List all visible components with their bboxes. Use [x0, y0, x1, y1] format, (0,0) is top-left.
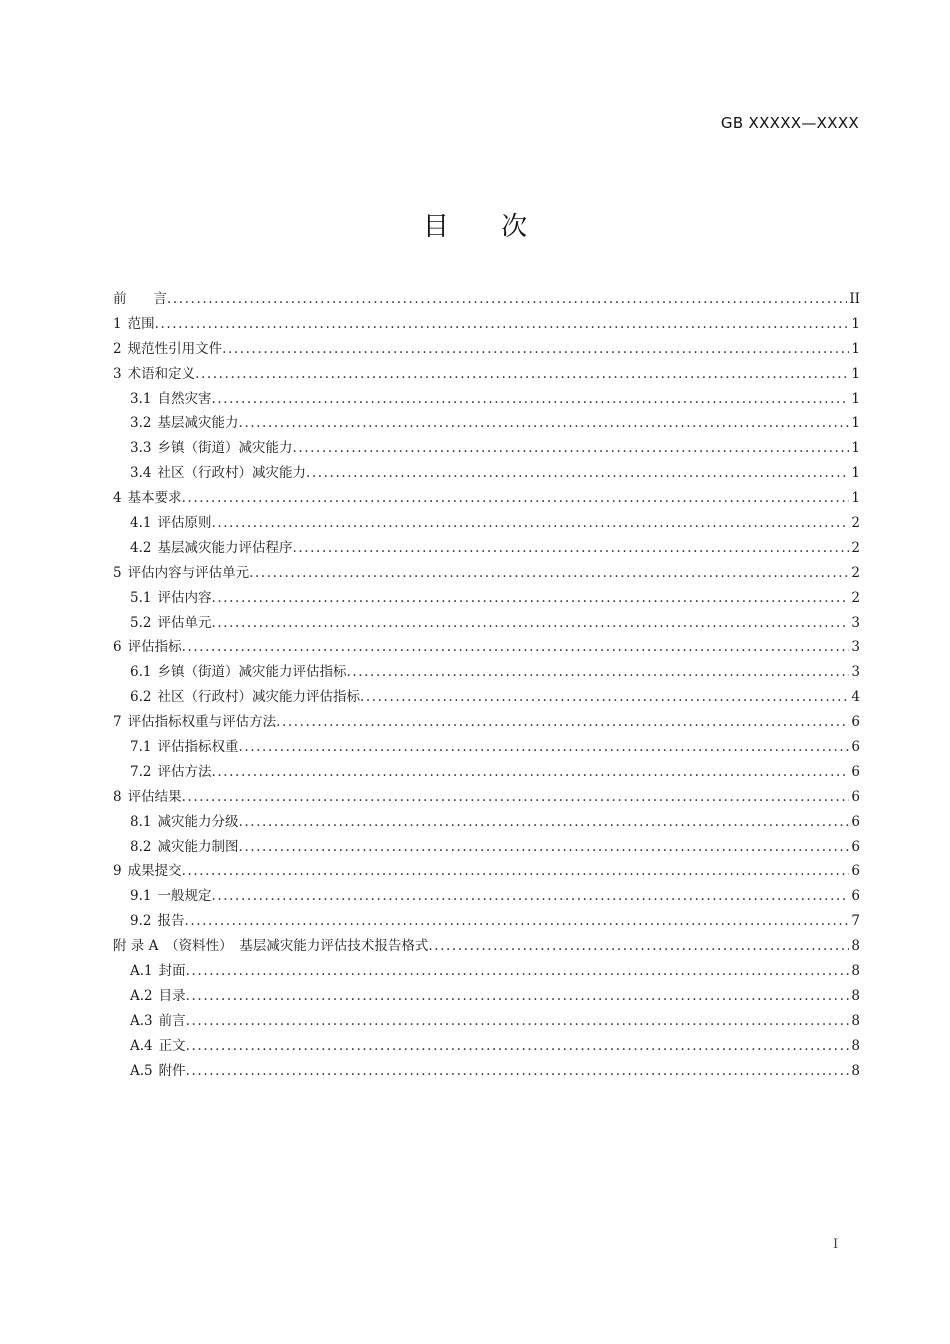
- toc-leader-dots: [186, 1059, 850, 1084]
- toc-leader-dots: [292, 536, 849, 561]
- toc-leader-dots: [222, 337, 849, 362]
- toc-entry-number: 4: [113, 490, 122, 507]
- toc-entry-number: 9: [113, 863, 122, 880]
- toc-entry[interactable]: [113, 486, 860, 511]
- toc-entry-page: 6: [851, 838, 860, 855]
- toc-entry-label: 报告: [157, 913, 185, 930]
- toc-entry[interactable]: [113, 461, 860, 486]
- toc-entry-number: A.1: [130, 963, 153, 980]
- toc-entry-page: 2: [851, 564, 860, 581]
- toc-entry-page: 1: [851, 415, 860, 432]
- document-code: GB XXXXX—XXXX: [720, 114, 859, 132]
- toc-entry-page: 1: [851, 340, 860, 357]
- toc-leader-dots: [306, 461, 849, 486]
- toc-entry-number: 9.2: [130, 913, 152, 930]
- toc-leader-dots: [186, 959, 850, 984]
- toc-entry[interactable]: [113, 387, 860, 412]
- toc-entry-text: [130, 835, 238, 860]
- toc-entry-text: [130, 984, 186, 1009]
- toc-entry-label: 评估指标: [127, 639, 182, 656]
- toc-entry-number: 3.4: [130, 465, 152, 482]
- toc-leader-dots: [195, 362, 849, 387]
- toc-leader-dots: [292, 436, 849, 461]
- toc-entry[interactable]: [113, 561, 860, 586]
- toc-entry[interactable]: [113, 760, 860, 785]
- toc-entry-label: 社区（行政村）减灾能力评估指标: [157, 689, 360, 706]
- toc-leader-dots: [182, 635, 850, 660]
- toc-entry[interactable]: [113, 586, 860, 611]
- toc-leader-dots: [211, 611, 849, 636]
- toc-entry-text: [113, 486, 182, 511]
- toc-entry-text: [130, 1059, 186, 1084]
- toc-entry-page: 2: [851, 515, 860, 532]
- toc-entry-label: 评估内容: [157, 589, 212, 606]
- toc-entry-page: 8: [851, 963, 860, 980]
- toc-entry-page: 6: [851, 714, 860, 731]
- toc-entry-page: 1: [851, 315, 860, 332]
- toc-entry-label: 评估指标权重与评估方法: [127, 714, 277, 731]
- toc-entry-text: [113, 635, 182, 660]
- toc-entry-page: 1: [851, 440, 860, 457]
- toc-entry-text: [130, 436, 292, 461]
- toc-entry[interactable]: [113, 884, 860, 909]
- toc-entry-label: 评估单元: [157, 614, 212, 631]
- toc-entry-page: 6: [851, 788, 860, 805]
- toc-entry-number: 3.2: [130, 415, 152, 432]
- toc-leader-dots: [184, 909, 849, 934]
- toc-entry-label: 评估方法: [157, 763, 212, 780]
- toc-entry-text: [113, 859, 182, 884]
- toc-entry-text: [130, 959, 186, 984]
- toc-entry-label: 减灾能力制图: [157, 838, 239, 855]
- toc-entry-text: [113, 934, 428, 959]
- toc-entry-text: [130, 909, 184, 934]
- toc-leader-dots: [182, 785, 850, 810]
- toc-entry-number: 6.2: [130, 689, 152, 706]
- toc-entry[interactable]: [113, 710, 860, 735]
- toc-entry-text: [113, 287, 167, 312]
- toc-entry-number: A.4: [130, 1037, 153, 1054]
- toc-entry[interactable]: [113, 660, 860, 685]
- toc-entry-page: 1: [851, 390, 860, 407]
- toc-entry[interactable]: [113, 635, 860, 660]
- toc-leader-dots: [238, 810, 849, 835]
- toc-entry-label: 评估原则: [157, 515, 212, 532]
- toc-entry[interactable]: [113, 536, 860, 561]
- toc-entry-text: [130, 1009, 186, 1034]
- toc-entry-page: 4: [851, 689, 860, 706]
- toc-entry[interactable]: [113, 362, 860, 387]
- toc-entry[interactable]: [113, 785, 860, 810]
- toc-entry-text: [130, 884, 211, 909]
- toc-entry-text: [130, 735, 238, 760]
- toc-entry[interactable]: [113, 859, 860, 884]
- toc-entry-text: [130, 760, 211, 785]
- toc-entry-text: [130, 810, 238, 835]
- toc-entry-page: 8: [851, 987, 860, 1004]
- toc-entry-number: 3.1: [130, 390, 152, 407]
- toc-leader-dots: [211, 586, 849, 611]
- toc-leader-dots: [182, 859, 850, 884]
- toc-entry-number: 6.1: [130, 664, 152, 681]
- toc-entry-page: 6: [851, 888, 860, 905]
- toc-leader-dots: [167, 287, 847, 312]
- toc-entry-page: II: [849, 291, 860, 307]
- toc-entry-page: 2: [851, 539, 860, 556]
- toc-entry[interactable]: [113, 611, 860, 636]
- toc-entry-text: [130, 1034, 186, 1059]
- toc-entry-text: [130, 586, 211, 611]
- toc-entry-number: 7.2: [130, 763, 152, 780]
- toc-entry-page: 8: [851, 1012, 860, 1029]
- toc-entry-number: 8: [113, 788, 122, 805]
- toc-entry[interactable]: [113, 835, 860, 860]
- toc-entry-label: 自然灾害: [157, 390, 212, 407]
- toc-leader-dots: [276, 710, 849, 735]
- toc-entry-number: 6: [113, 639, 122, 656]
- toc-entry-page: 1: [851, 490, 860, 507]
- toc-entry-page: 7: [851, 913, 860, 930]
- toc-entry-label: 乡镇（街道）减灾能力评估指标: [157, 664, 347, 681]
- toc-entry-number: 5.1: [130, 589, 152, 606]
- table-of-contents: [113, 287, 860, 1084]
- toc-entry-label: 评估结果: [127, 788, 182, 805]
- toc-entry-label: 封面: [158, 963, 186, 980]
- toc-entry-text: [113, 785, 182, 810]
- toc-entry[interactable]: [113, 1009, 860, 1034]
- toc-entry-label: 术语和定义: [127, 365, 196, 382]
- toc-entry-label: 附件: [158, 1062, 186, 1079]
- toc-entry-text: [130, 461, 306, 486]
- toc-entry-page: 1: [851, 365, 860, 382]
- toc-entry-number: 4.1: [130, 515, 152, 532]
- toc-leader-dots: [249, 561, 849, 586]
- toc-entry-page: 8: [851, 1062, 860, 1079]
- toc-entry-page: 3: [851, 639, 860, 656]
- toc-entry-text: [130, 660, 346, 685]
- toc-entry[interactable]: [113, 312, 860, 337]
- toc-entry-page: 6: [851, 813, 860, 830]
- toc-entry[interactable]: [113, 934, 860, 959]
- toc-entry[interactable]: [113, 337, 860, 362]
- toc-entry-page: 3: [851, 614, 860, 631]
- toc-entry[interactable]: [113, 1059, 860, 1084]
- toc-entry-number: 8.1: [130, 813, 152, 830]
- toc-entry-label: 目录: [158, 987, 186, 1004]
- toc-entry[interactable]: [113, 685, 860, 710]
- toc-leader-dots: [155, 312, 850, 337]
- toc-leader-dots: [238, 735, 849, 760]
- toc-leader-dots: [238, 835, 849, 860]
- toc-entry-page: 6: [851, 763, 860, 780]
- toc-leader-dots: [186, 1034, 850, 1059]
- toc-leader-dots: [182, 486, 850, 511]
- toc-entry-number: A.3: [130, 1012, 153, 1029]
- toc-entry-page: 6: [851, 739, 860, 756]
- toc-entry-text: [130, 511, 211, 536]
- toc-leader-dots: [211, 387, 849, 412]
- toc-entry-page: 6: [851, 863, 860, 880]
- toc-leader-dots: [428, 934, 849, 959]
- toc-entry[interactable]: [113, 511, 860, 536]
- page-number: I: [833, 1237, 839, 1252]
- toc-leader-dots: [186, 1009, 850, 1034]
- toc-entry-number: 3.3: [130, 440, 152, 457]
- toc-entry-number: 7: [113, 714, 122, 731]
- toc-entry[interactable]: [113, 810, 860, 835]
- toc-entry-label: 前 言: [113, 291, 167, 307]
- toc-entry-label: 范围: [127, 315, 155, 332]
- toc-entry-label: 乡镇（街道）减灾能力: [157, 440, 293, 457]
- toc-leader-dots: [186, 984, 850, 1009]
- toc-entry-label: 成果提交: [127, 863, 182, 880]
- toc-entry-number: 4.2: [130, 539, 152, 556]
- toc-entry-number: 1: [113, 315, 122, 332]
- toc-entry-text: [130, 536, 292, 561]
- toc-entry[interactable]: [113, 436, 860, 461]
- toc-entry[interactable]: [113, 287, 860, 312]
- toc-entry[interactable]: [113, 909, 860, 934]
- toc-entry-label: 规范性引用文件: [127, 340, 223, 357]
- toc-entry-number: 2: [113, 340, 122, 357]
- toc-entry-label: 基本要求: [127, 490, 182, 507]
- toc-entry-label: 社区（行政村）减灾能力: [157, 465, 306, 482]
- toc-entry-number: A.2: [130, 987, 153, 1004]
- toc-entry-page: 8: [851, 1037, 860, 1054]
- toc-entry[interactable]: [113, 735, 860, 760]
- toc-entry-text: [130, 611, 211, 636]
- toc-entry-label: 一般规定: [157, 888, 212, 905]
- toc-leader-dots: [211, 884, 849, 909]
- toc-entry[interactable]: [113, 959, 860, 984]
- toc-entry-text: [130, 685, 360, 710]
- toc-entry-text: [113, 362, 195, 387]
- toc-entry-number: 5.2: [130, 614, 152, 631]
- toc-entry-page: 8: [851, 938, 860, 955]
- toc-entry-text: [113, 337, 222, 362]
- toc-entry[interactable]: [113, 1034, 860, 1059]
- toc-leader-dots: [211, 760, 849, 785]
- toc-entry-text: [113, 561, 249, 586]
- toc-entry-number: 5: [113, 564, 122, 581]
- toc-entry-label: 基层减灾能力: [157, 415, 239, 432]
- toc-entry-label: 附 录 A （资料性） 基层减灾能力评估技术报告格式: [113, 938, 429, 955]
- toc-entry[interactable]: [113, 984, 860, 1009]
- toc-entry-label: 基层减灾能力评估程序: [157, 539, 293, 556]
- toc-entry[interactable]: [113, 411, 860, 436]
- toc-entry-page: 1: [851, 465, 860, 482]
- toc-leader-dots: [360, 685, 849, 710]
- toc-leader-dots: [238, 411, 849, 436]
- toc-leader-dots: [211, 511, 849, 536]
- toc-entry-number: 9.1: [130, 888, 152, 905]
- toc-entry-number: 3: [113, 365, 122, 382]
- toc-entry-number: 7.1: [130, 739, 152, 756]
- toc-entry-label: 评估内容与评估单元: [127, 564, 250, 581]
- toc-entry-label: 前言: [158, 1012, 186, 1029]
- toc-entry-label: 正文: [158, 1037, 186, 1054]
- page-title: 目 次: [422, 212, 550, 242]
- toc-leader-dots: [346, 660, 849, 685]
- toc-entry-text: [113, 710, 276, 735]
- toc-entry-text: [130, 387, 211, 412]
- toc-entry-number: 8.2: [130, 838, 152, 855]
- toc-entry-label: 减灾能力分级: [157, 813, 239, 830]
- toc-entry-text: [130, 411, 238, 436]
- toc-entry-text: [113, 312, 155, 337]
- toc-entry-page: 2: [851, 589, 860, 606]
- toc-entry-page: 3: [851, 664, 860, 681]
- toc-entry-number: A.5: [130, 1062, 153, 1079]
- toc-entry-label: 评估指标权重: [157, 739, 239, 756]
